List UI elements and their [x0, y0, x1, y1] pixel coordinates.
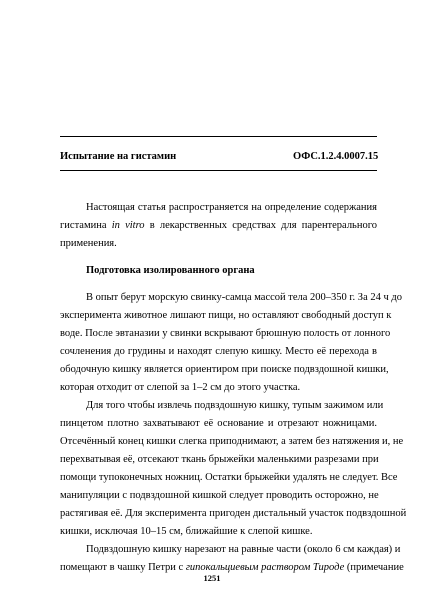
para3-note: (примечание [346, 562, 404, 573]
intro-word: гистамина [60, 220, 107, 231]
section-heading: Подготовка изолированного органа [86, 265, 255, 276]
para2-line: манипуляции с подвздошной кишкой следует проводить осторожно, не [60, 490, 379, 501]
para3-line-1: Подвздошную кишку нарезают на равные части (около 6 см каждая) и [86, 544, 401, 555]
intro-line-2 [60, 219, 377, 232]
intro-in-vitro: in vitro [111, 220, 145, 231]
para2-line: перехватывая её, отсекают ткань брыжейки маленькими разрезами при [60, 454, 379, 465]
para3-solution: гипокальциевым раствором Тироде [185, 562, 345, 573]
para1-line: которая отходит от слепой за 1–2 см до этого участка. [60, 382, 301, 393]
para1-line: эксперимента животное лишают пищи, но оставляют свободный доступ к [60, 310, 392, 321]
para1-line: ободочную кишку является ориентиром при поиске подвздошной кишки, [60, 364, 389, 375]
article-code: ОФС.1.2.4.0007.15 [293, 151, 379, 162]
header-top-rule [60, 136, 377, 137]
para2-line: пинцетом плотно захватывают её основание и отрезают ножницами. [60, 418, 377, 429]
para1-line: В опыт берут морскую свинку-самца массой тела 200–350 г. За 24 ч до [86, 292, 402, 303]
header-bottom-rule [60, 170, 377, 171]
para2-line: кишки, исключая 10–15 см, ближайшие к слепой кишке. [60, 526, 313, 537]
article-title: Испытание на гистамин [60, 151, 177, 162]
intro-line-3: применения. [60, 238, 117, 249]
para2-line: растягивая её. Для эксперимента пригоден дистальный участок подвздошной [60, 508, 407, 519]
para2-line: помощи тупоконечных ножниц. Остатки брыжейки удалять не следует. Все [60, 472, 398, 483]
para2-line: Для того чтобы извлечь подвздошную кишку, тупым зажимом или [86, 400, 384, 411]
page-number: 1251 [203, 573, 221, 583]
intro-line-1: Настоящая статья распространяется на определение содержания [86, 202, 377, 213]
para2-line: Отсечённый конец кишки слегка приподнимают, а затем без натяжения и, не [60, 436, 404, 447]
para1-line: воде. После эвтаназии у свинки вскрывают брюшную полость от лонного [60, 328, 391, 339]
intro-rest: в лекарственных средствах для парентерального [149, 220, 378, 231]
para1-line: сочленения до грудины и находят слепую кишку. Место её перехода в [60, 346, 377, 357]
para3-start: помещают в чашку Петри с [60, 562, 184, 573]
